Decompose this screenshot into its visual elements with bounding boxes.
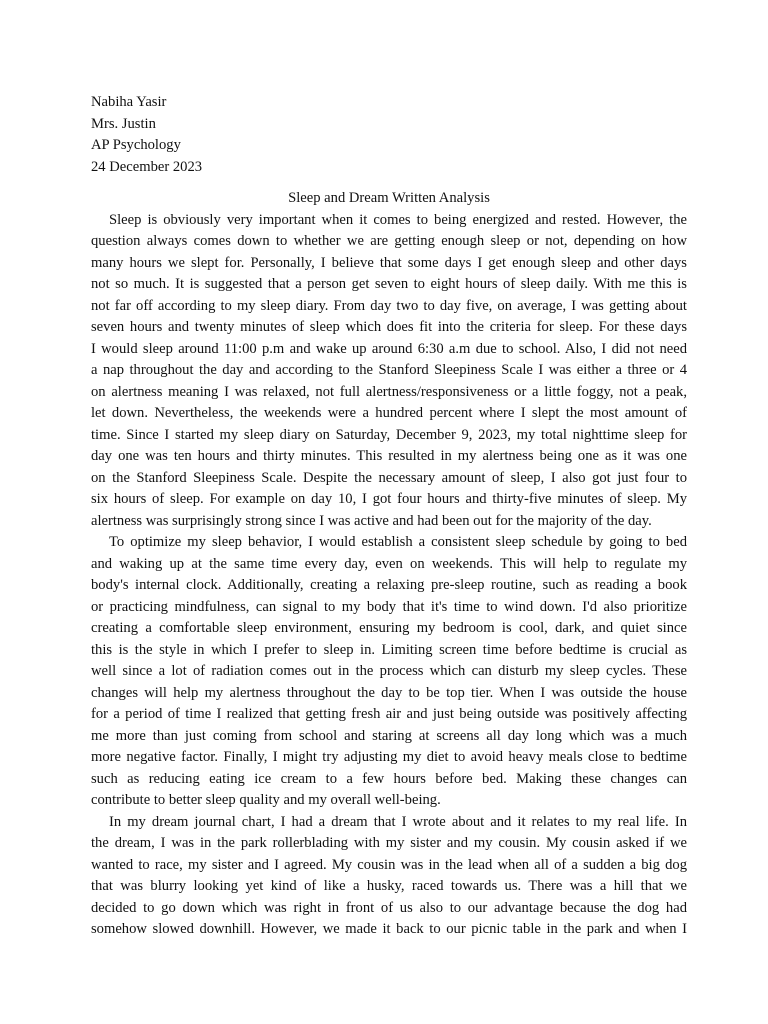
paragraph-line: six hours of sleep. For example on day 10, I got four hours and thirty-five minutes of sleep. My [91, 491, 687, 507]
paragraph-line: many hours we slept for. Personally, I believe that some days I get enough sleep and other days [91, 254, 687, 271]
paragraph-line: that was blurry looking yet kind of like a husky, raced towards us. There was a hill that we [91, 878, 687, 894]
paragraph-line: more negative factor. Finally, I might try adjusting my diet to avoid heavy meals close to bedtime [91, 749, 687, 765]
paragraph-line: this is the style in which I prefer to sleep in. Limiting screen time before bedtime is crucial as [91, 641, 687, 658]
paragraph-line: I would sleep around 11:00 p.m and wake up around 6:30 a.m due to school. Also, I did not need [91, 340, 687, 357]
paragraph-line: not so much. It is suggested that a person get seven to eight hours of sleep daily. With me this is [91, 276, 687, 292]
paragraph-line: well since a lot of radiation comes out in the process which can disturb my sleep cycles. These [91, 663, 687, 679]
paragraph-line: contribute to better sleep quality and my overall well-being. [91, 792, 441, 808]
paragraph-sleep-optimization [91, 532, 687, 812]
paragraph-line: a nap throughout the day and according to the Stanford Sleepiness Scale I was either a three or 4 [91, 362, 687, 378]
paragraph-line: Sleep is obviously very important when it comes to being energized and rested. However, the [109, 211, 687, 228]
paragraph-line: and waking up at the same time every day, even on weekends. This will help to regulate my [91, 555, 687, 572]
paragraph-line: the dream, I was in the park rollerblading with my sister and my cousin. My cousin asked if we [91, 835, 687, 851]
paragraph-line: me more than just coming from school and staring at screens all day long which was a much [91, 727, 687, 744]
course-name: AP Psychology [91, 137, 181, 153]
paragraph-line: changes will help my alertness throughout the day to be top tier. When I was outside the house [91, 684, 687, 701]
paragraph-line: seven hours and twenty minutes of sleep which does fit into the criteria for sleep. For these days [91, 319, 687, 335]
paragraph-line: somehow slowed downhill. However, we made it back to our picnic table in the park and when I [91, 921, 687, 937]
paragraph-line: alertness was surprisingly strong since I was active and had been out for the majority of the day. [91, 512, 652, 529]
document-title: Sleep and Dream Written Analysis [288, 190, 490, 206]
paragraph-line: time. Since I started my sleep diary on Saturday, December 9, 2023, my total nighttime sleep for [91, 426, 687, 443]
paragraph-line: decided to go down which was right in front of us also to our advantage because the dog had [91, 899, 687, 916]
paragraph-line: for a period of time I realized that getting fresh air and just being outside was positively affecting [91, 706, 687, 722]
paragraph-line: creating a comfortable sleep environment, ensuring my bedroom is cool, dark, and quiet since [91, 620, 687, 636]
paragraph-sleep-analysis [91, 210, 687, 533]
paragraph-line: To optimize my sleep behavior, I would establish a consistent sleep schedule by going to bed [109, 534, 687, 550]
document-date: 24 December 2023 [91, 158, 203, 175]
paragraph-line: such as reducing eating ice cream to a few hours before bed. Making these changes can [91, 770, 687, 787]
paragraph-line: on the Stanford Sleepiness Scale. Despite the necessary amount of sleep, I also got just four to [91, 469, 687, 486]
paragraph-line: question always comes down to whether we are getting enough sleep or not, depending on how [91, 233, 687, 249]
author-name: Nabiha Yasir [91, 94, 167, 110]
paragraph-line: let down. Nevertheless, the weekends were a hundred percent where I slept the most amount of [91, 405, 687, 421]
paragraph-dream-journal [91, 812, 687, 941]
paragraph-line: day one was ten hours and thirty minutes. This resulted in my alertness being one as it was one [91, 448, 687, 464]
paragraph-line: on alertness meaning I was relaxed, not full alertness/responsiveness or a little foggy, not a peak, [91, 383, 687, 400]
paragraph-line: In my dream journal chart, I had a dream that I wrote about and it relates to my real life. In [109, 813, 687, 830]
paragraph-line: or practicing mindfulness, can signal to my body that it's time to wind down. I'd also prioritize [91, 598, 687, 615]
paragraph-line: not far off according to my sleep diary. From day two to day five, on average, I was getting about [91, 297, 687, 314]
document-page [91, 92, 687, 941]
paragraph-line: wanted to race, my sister and I agreed. My cousin was in the lead when all of a sudden a big dog [91, 856, 687, 873]
teacher-name: Mrs. Justin [91, 115, 156, 132]
paragraph-line: body's internal clock. Additionally, creating a relaxing pre-sleep routine, such as reading a book [91, 577, 687, 593]
